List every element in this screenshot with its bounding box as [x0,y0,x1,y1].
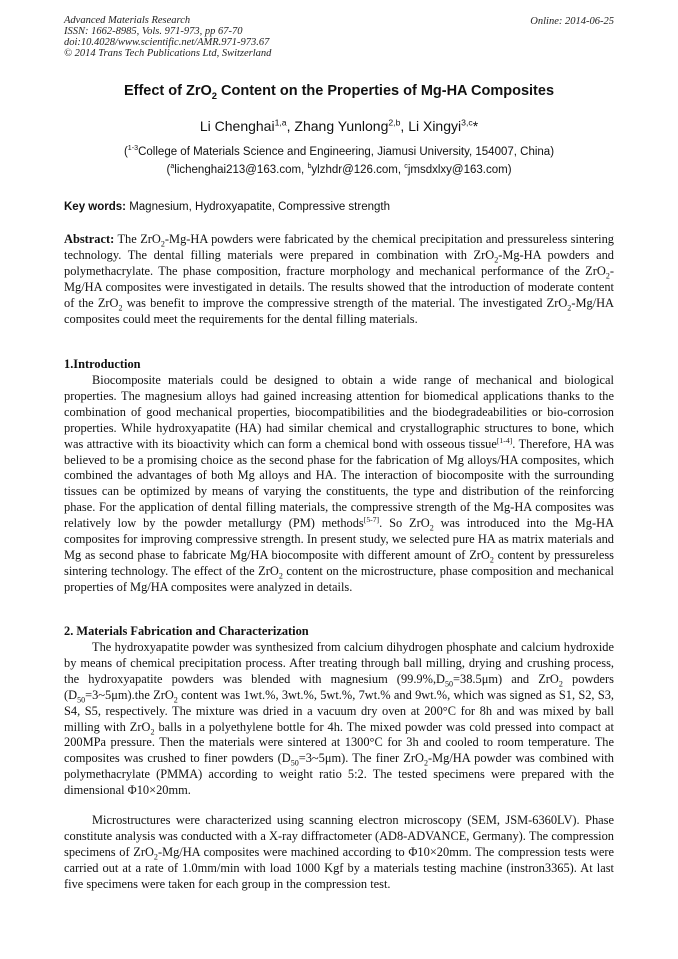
journal-name: Advanced Materials Research [64,15,191,26]
abstract: Abstract: The ZrO$_2$-Mg-HA powders were fabricated by the chemical precipitation and pressureless sintering technology. The dental filling materials were prepared in combination with ZrO$_2$-Mg-HA powders and polymethacrylate. The phase composition, fracture morphology and mechanical performance of the ZrO$_2$-Mg/HA composites were investigated in details. The results showed that the introduction of moderate content of the ZrO$_2$ was benefit to improve the compressive strength of the material. The investigated ZrO$_2$-Mg/HA composites could meet the requirements for the dental filling materials. [64,232,614,326]
intro-paragraph: Biocomposite materials could be designed to obtain a wide range of mechanical and biological properties. The magnesium alloys had gained increasing attention for biomedical applications thanks to the combination of good mechanical properties, biocompatibilities and the biodegradeabilities or bio-corrosion properties. While hydroxyapatite (HA) had similar chemical and crystallographic structures to bone, which was attractive with its bioactivity which can form a chemical bond with osseous tissue[1-4]. Therefore, HA was believed to be a promising choice as the second phase for the fabrication of Mg alloys/HA composites, which combined the advantages of both Mg alloys and HA. The interaction of biocomposite with the surrounding tissues can be optimized by means of varying the constituents, the type and distribution of the reinforcing phase. For the application of dental filling materials, the compressive strength of the Mg-HA composites was relatively low by the powder metallurgy (PM) methods[5-7]. So ZrO$_2$ was introduced into the Mg-HA composites for improving compressive strength. In present study, we selected pure HA as matrix materials and Mg as second phase to fabricate Mg/HA biocomposite with different amount of ZrO$_2$ content by pressureless sintering technology. The effect of the ZrO$_2$ content on the microstructure, phase composition and mechanical properties of Mg/HA composites were analyzed in details. [64,373,615,594]
materials-heading: 2. Materials Fabrication and Characterization [64,624,309,638]
keywords: Key words: Magnesium, Hydroxyapatite, Compressive strength [64,201,390,213]
copyright-line: © 2014 Trans Tech Publications Ltd, Switzerland [64,48,272,59]
author-emails: ($^a$lichenghai213@163.com, $^b$ylzhdr@126.com, $^c$jmsdxlxy@163.com) [166,162,512,176]
affiliation: ($^{1-3}$College of Materials Science and Engineering, Jiamusi University, 154007, China) [123,144,555,158]
materials-paragraph-1: The hydroxyapatite powder was synthesized from calcium dihydrogen phosphate and calcium hydroxide by means of chemical precipitation process. After treating through ball milling, drying and crushing process, the hydroxyapatite powders was blended with magnesium $(99.9\%,D_{50}=38.5\mu m)$ and ZrO$_2$ powders $(D_{50}=3\sim 5\mu m).the$ ZrO$_2$ content was 1wt.%, 3wt.%, 5wt.%, 7wt.% and 9wt.%, which was signed as S1, S2, S3, S4, S5, respectively. The mixture was dried in a vacuum dry oven at 200°C for 8h and was mixed by ball milling with ZrO$_2$ balls in a polyethylene bottle for 4h. The mixed powder was cold pressed into compact at 200MPa pressure. Then the materials were sintered at 1300°C for 3h and cooled to room temperature. The composites was crushed to finer powders $(D_{50}=3\sim 5\mu m)$. The finer ZrO$_2$-Mg/HA powder was combined with polymethacrylate (PMMA) according to weight ratio 5:2. The tested specimens were prepared with the dimensional Φ10×20mm. [64,640,615,798]
materials-paragraph-2: Microstructures were characterized using scanning electron microscopy (SEM, JSM-6360LV). Phase constitute analysis was conducted with a X-ray diffractometer (AD8-ADVANCE, Germany). The compression specimens of ZrO$_2$-Mg/HA composites were machined according to Φ10×20mm. The compression tests were carried out at a rate of 1.0mm/min with load 1000 Kgf by a materials testing machine (instron3365). At last five specimens were taken for each group in the compression test. [64,813,614,891]
issn-line: ISSN: 1662-8985, Vols. 971-973, pp 67-70 [64,26,243,37]
doi-line: doi:10.4028/www.scientific.net/AMR.971-973.67 [64,37,270,48]
online-date: Online: 2014-06-25 [530,16,614,27]
paper-title: Effect of ZrO$_2$ Content on the Properties of Mg-HA Composites [123,83,555,101]
intro-heading: 1.Introduction [64,357,141,371]
author-list: Li Chenghai$^{1,a}$, Zhang Yunlong$^{2,b}$, Li Xingyi$^{3,c}$* [199,117,479,134]
